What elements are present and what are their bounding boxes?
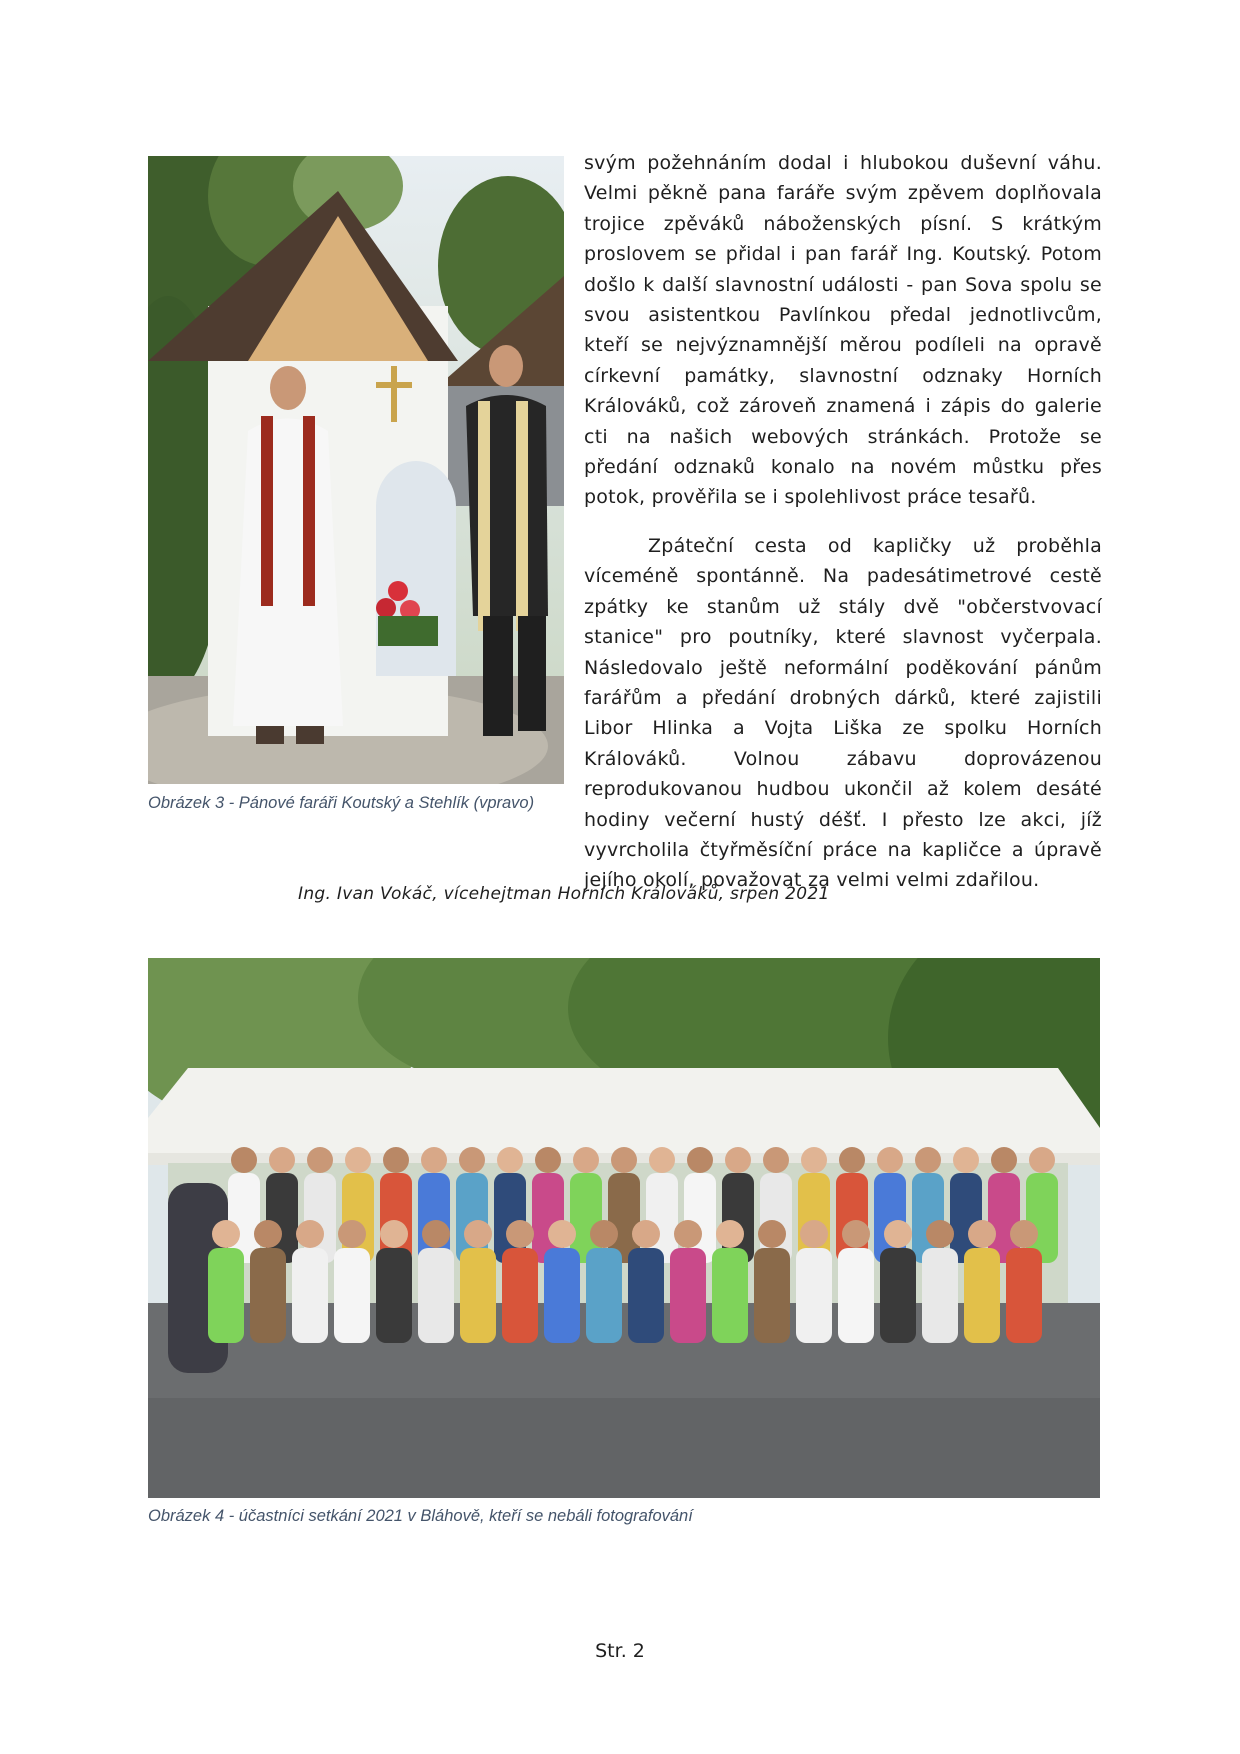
chapel-priests-illustration	[148, 156, 564, 784]
figure-3-photo	[148, 156, 564, 784]
group-photo-illustration	[148, 958, 1100, 1498]
body-paragraph-2: Zpáteční cesta od kapličky už proběhla víceméně spontánně. Na padesátimetrové cestě zpátky ke stanům už stály dvě "občerstvovací stanice" pro poutníky, které slavnost vyčerpala. Následovalo ještě neformální poděkování pánům farářům a předání drobných dárků, které zajistili Libor Hlinka a Vojta Liška ze spolku Horních Králováků. Volnou zábavu doprovázenou reprodukovanou hudbou ukončil až kolem desáté hodiny večerní hustý déšť. I přesto lze akci, jíž vyvrcholila čtyřměsíční práce na kapličce a úpravě jejího okolí, považovat za velmi velmi zdařilou.	[584, 535, 1102, 892]
page-number: Str. 2	[595, 1640, 645, 1662]
figure-4-photo	[148, 958, 1100, 1498]
figure-3-caption: Obrázek 3 - Pánové faráři Koutský a Stehlík (vpravo)	[148, 794, 535, 812]
figure-4-caption: Obrázek 4 - účastníci setkání 2021 v Bláhově, kteří se nebáli fotografování	[148, 1507, 693, 1525]
author-signature: Ing. Ivan Vokáč, vícehejtman Horních Králováků, srpen 2021	[298, 884, 830, 904]
body-paragraph-1: svým požehnáním dodal i hlubokou duševní váhu. Velmi pěkně pana faráře svým zpěvem doplňovala trojice zpěváků náboženských písní. S krátkým proslovem se přidal i pan farář Ing. Koutský. Potom došlo k další slavnostní události - pan Sova spolu se svou asistentkou Pavlínkou předal jednotlivcům, kteří se nejvýznamnější měrou podíleli na opravě církevní památky, slavnostní odznaky Horních Králováků, což zároveň znamená i zápis do galerie cti na našich webových stránkách. Protože se předání odznaků konalo na novém můstku přes potok, prověřila se i spolehlivost práce tesařů.	[584, 152, 1102, 509]
